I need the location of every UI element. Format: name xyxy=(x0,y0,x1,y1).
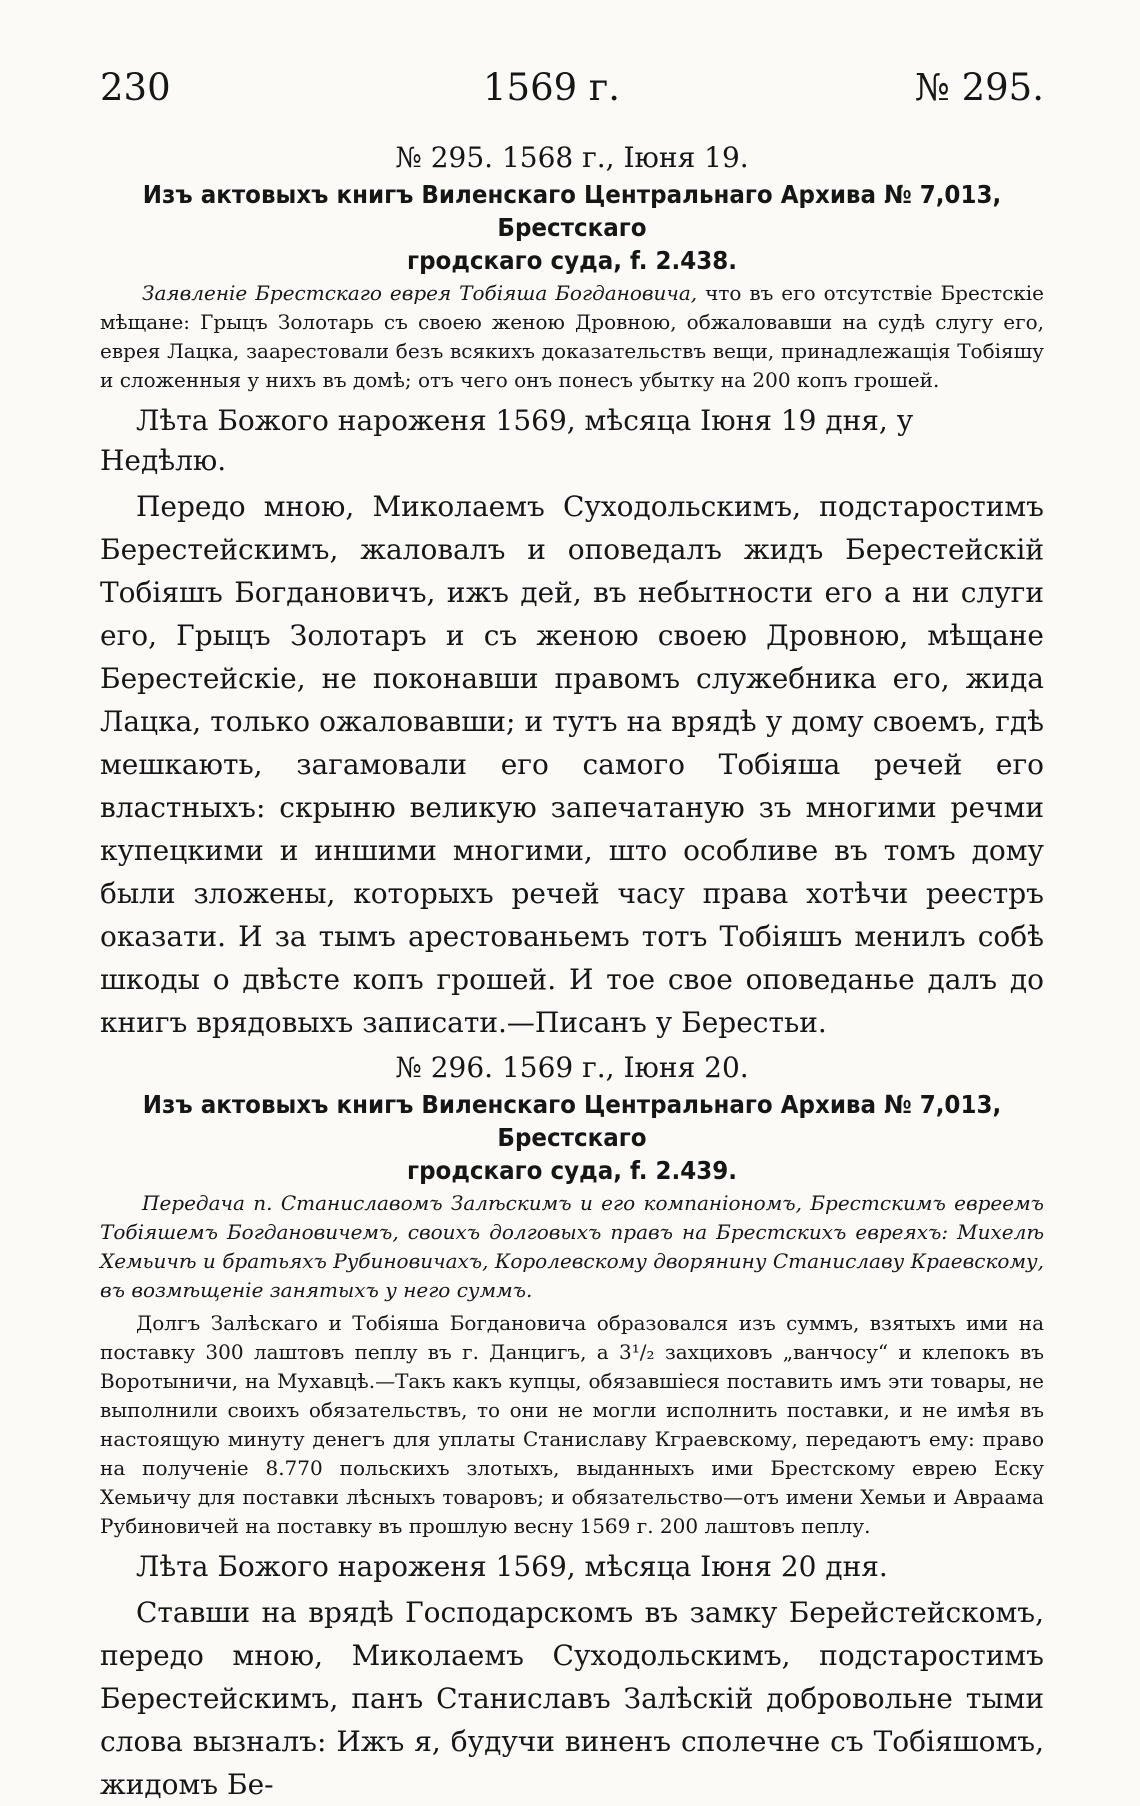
doc-296-date-line: Лѣта Божого нароженя 1569, мѣсяца Іюня 20 дня. xyxy=(136,1550,888,1583)
page-header xyxy=(100,66,1044,114)
doc-295-summary xyxy=(100,279,1044,395)
document-295 xyxy=(100,140,1044,1044)
doc-295-date-line: Лѣта Божого нароженя 1569, мѣсяца Іюня 19 дня, у Недѣлю. xyxy=(100,404,914,477)
running-doc-number: № 295. xyxy=(914,66,1044,109)
running-year: 1569 г. xyxy=(483,66,621,109)
doc-295-number-line: № 295. 1568 г., Іюня 19. xyxy=(395,141,749,174)
doc-296-note: Долгъ Залѣскаго и Тобіяша Богдановича образовался изъ суммъ, взятыхъ ими на поставку 300 лаштовъ пеплу въ г. Данцигъ, а 3¹/₂ захциховъ „ванчосу“ и клепокъ въ Воротыничи, на Мухавцѣ.—Такъ какъ купцы, обязавшіеся поставить имъ эти товары, не выполнили своихъ обязательствъ, то они не могли исполнить поставки, и не имѣя въ настоящую минуту денегъ для уплаты Станиславу Кграевскому, передаютъ ему: право на полученіе 8.770 польскихъ злотыхъ, выданныхъ ими Брестскому еврею Еску Хемьичу для поставки лѣсныхъ товаровъ; и обязательство—отъ имени Хемьи и Авраама Рубиновичей на поставку въ прошлую весну 1569 г. 200 лаштовъ пеплу. xyxy=(100,1311,1044,1538)
doc-295-summary-italic: Заявленіе Брестскаго еврея Тобіяша Богдановича, xyxy=(142,281,698,305)
doc-296-source-line-1: Изъ актовыхъ книгъ Виленскаго Центральнаго Архива № 7,013, Брестскаго xyxy=(142,1090,1002,1152)
doc-296-summary-italic: Передача п. Станиславомъ Залѣскимъ и его компаніономъ, Брестскимъ евреемъ Тобіяшемъ Богдановичемъ, своихъ долговыхъ правъ на Брестскихъ евреяхъ: Михелѣ Хемьичѣ и братьяхъ Рубиновичахъ, Королевскому дворянину Станиславу Краевскому, въ возмѣщеніе занятыхъ у него суммъ. xyxy=(100,1191,1044,1302)
doc-295-body: Передо мною, Миколаемъ Суходольскимъ, подстаростимъ Берестейскимъ, жаловалъ и оповедалъ жидъ Берестейскій Тобіяшъ Богдановичъ, ижъ дей, въ небытности его а ни слуги его, Грыцъ Золотаръ и съ женою своею Дровною, мѣщане Берестейскіе, не поконавши правомъ служебника его, жида Лацка, только ожаловавши; и тутъ на врядѣ у дому своемъ, гдѣ мешкають, загамовали его самого Тобіяша речей его властныхъ: скрыню великую запечатаную зъ многими речми купецкими и иншими многими, што особливе въ томъ дому были зложены, которыхъ речей часу права хотѣчи реестръ оказати. И за тымъ арестованьемъ тотъ Тобіяшъ менилъ собѣ шкоды о двѣсте копъ грошей. И тое свое оповеданье далъ до книгъ врядовыхъ записати.—Писанъ у Берестьи. xyxy=(100,490,1044,1039)
doc-296-body: Ставши на врядѣ Господарскомъ въ замку Берейстейскомъ, передо мною, Миколаемъ Суходольскимъ, подстаростимъ Берестейскимъ, панъ Станиславъ Залѣскій добровольне тыми слова вызналъ: Ижъ я, будучи виненъ сполечне съ Тобіяшомъ, жидомъ Бе- xyxy=(100,1596,1044,1801)
document-296 xyxy=(100,1050,1044,1806)
page-number: 230 xyxy=(100,66,171,109)
page-content xyxy=(100,140,1044,1806)
doc-295-source-line-2: гродскаго суда, f. 2.438. xyxy=(407,246,737,275)
doc-295-summary-rest: что въ его отсутствіе Брестскіе мѣщане: Грыцъ Золотарь съ своею женою Дровною, обжаловавши на судѣ слугу его, еврея Лацка, заарестовали безъ всякихъ доказательствъ вещи, принадлежащія Тобіяшу и сложенныя у нихъ въ домѣ; отъ чего онъ понесъ убытку на 200 копъ грошей. xyxy=(100,281,1045,392)
doc-296-number-line: № 296. 1569 г., Іюня 20. xyxy=(395,1051,749,1084)
doc-296-source-line-2: гродскаго суда, f. 2.439. xyxy=(407,1156,737,1185)
doc-295-source-line-1: Изъ актовыхъ книгъ Виленскаго Центральнаго Архива № 7,013, Брестскаго xyxy=(142,180,1002,242)
doc-296-summary xyxy=(100,1189,1044,1305)
